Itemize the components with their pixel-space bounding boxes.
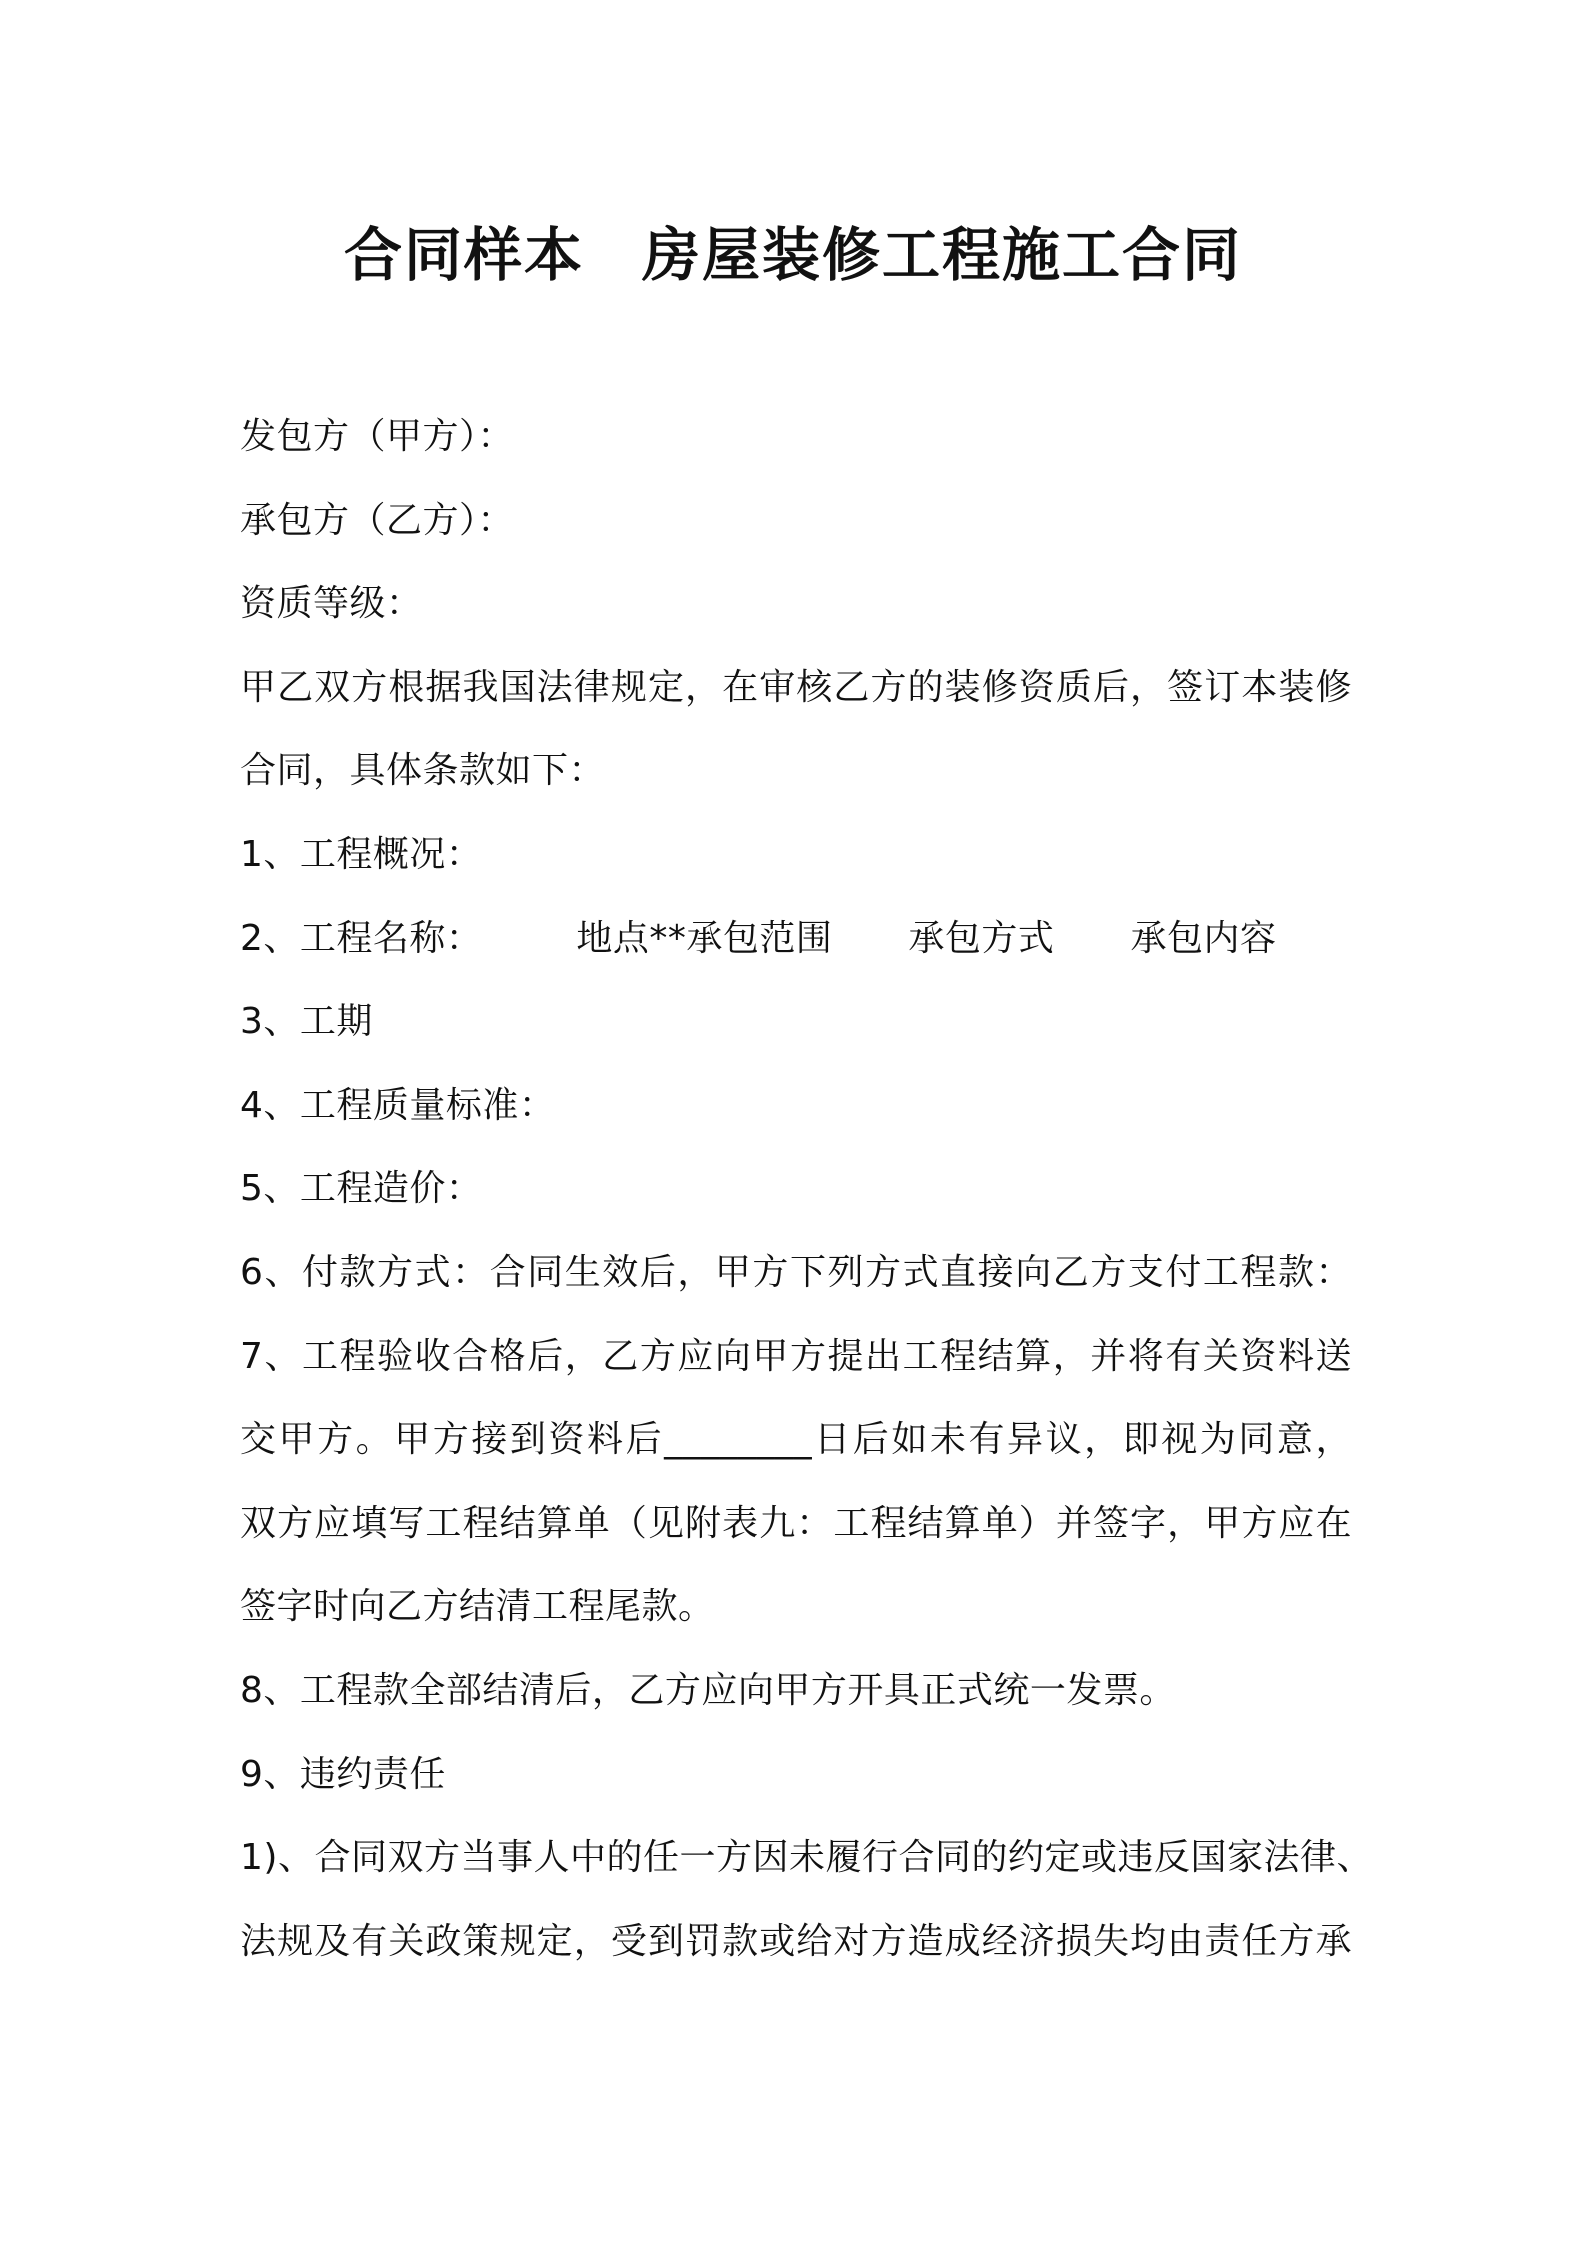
clause-2-col-method: 承包方式: [908, 917, 1055, 959]
document-body: [240, 395, 1373, 1983]
clause-8: 8、工程款全部结清后，乙方应向甲方开具正式统一发票。: [240, 1669, 1176, 1711]
clause-9-1-line-2: 法规及有关政策规定，受到罚款或给对方造成经济损失均由责任方承: [240, 1920, 1352, 1962]
clause-7-line-2: 交甲方。甲方接到资料后________日后如未有异议，即视为同意，: [240, 1419, 1352, 1461]
clause-5: 5、工程造价：: [240, 1168, 483, 1210]
clause-7-line-1: 7、工程验收合格后，乙方应向甲方提出工程结算，并将有关资料送: [240, 1335, 1352, 1377]
title-left: 合同样本: [343, 221, 584, 289]
party-a-line: 发包方（甲方）：: [240, 416, 515, 457]
clause-9-1-line-1: 1)、合同双方当事人中的任一方因未履行合同的约定或违反国家法律、: [240, 1837, 1373, 1879]
document-title: [0, 208, 1586, 292]
qualification-line: 资质等级：: [240, 583, 423, 625]
clause-1: 1、工程概况：: [240, 833, 483, 875]
clause-3: 3、工期: [240, 1001, 373, 1043]
title-right: 房屋装修工程施工合同: [642, 221, 1243, 289]
clause-2-label: 2、工程名称：: [240, 917, 483, 959]
party-b-line: 承包方（乙方）：: [240, 499, 515, 541]
clause-2-col-location: 地点**承包范围: [576, 917, 833, 959]
clause-2-col-content: 承包内容: [1130, 917, 1277, 959]
clause-2: [240, 897, 1370, 981]
preamble-line-2: 合同，具体条款如下：: [240, 750, 606, 792]
clause-4: 4、工程质量标准：: [240, 1084, 556, 1126]
clause-6: 6、付款方式：合同生效后，甲方下列方式直接向乙方支付工程款：: [240, 1251, 1352, 1293]
clause-7-line-4: 签字时向乙方结清工程尾款。: [240, 1586, 715, 1628]
preamble-line-1: 甲乙双方根据我国法律规定，在审核乙方的装修资质后，签订本装修: [240, 666, 1352, 708]
clause-7-line-3: 双方应填写工程结算单（见附表九：工程结算单）并签字，甲方应在: [240, 1502, 1352, 1544]
clause-9: 9、违约责任: [240, 1753, 446, 1795]
